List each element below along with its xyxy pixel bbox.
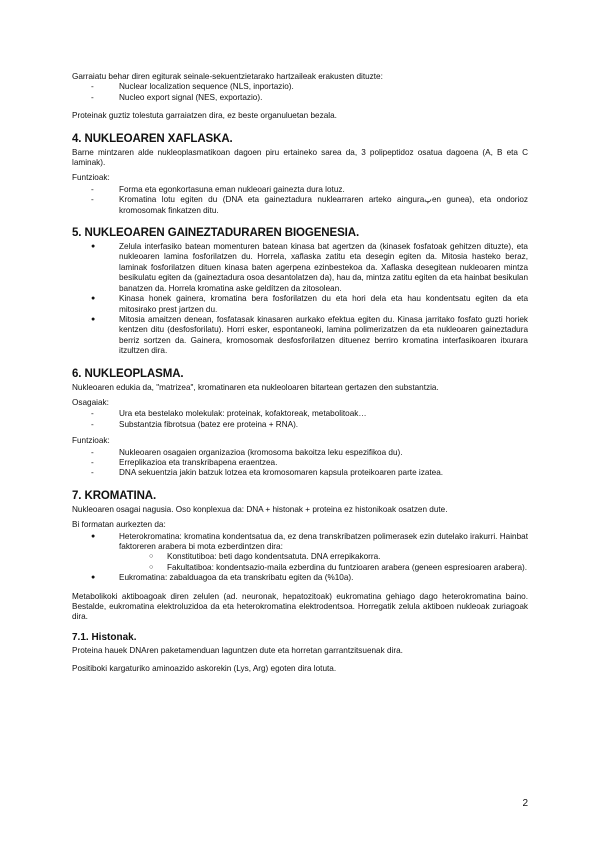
list-item: - Forma eta egonkortasuna eman nukleoari gainezta dura lotuz. bbox=[72, 185, 528, 195]
section-7-1-heading: 7.1. Histonak. bbox=[72, 631, 137, 643]
section-7-forms-label: Bi formatan aurkezten da: bbox=[72, 520, 166, 530]
list-item: ● Zelula interfasiko batean momenturen batean kinasa bat agertzen da (kinasek fosfatoak gehitzen dituzte), eta nukleoaren lamina fosforilatzen du. Horrela, xaflaska zatitu eta desegin egiten da. Mitosia hasteko beraz, laminak fosforilatzen dituen kinasa baten agerpena ezinbestekoa da. Xaflaska desegitean nukleoaren mintza besikulatu egiten da (gaineztadura osoa desantolatzen da), hau da, mintza zatitu egiten da eta hainbat besikulan banatzen da. Horrela kromatina aske geldítzen da zitosolean. bbox=[72, 242, 528, 294]
section-7-text-2: Metabolikoki aktiboagoak diren zelulen (ad. neuronak, hepatozitoak) eukromatina gehiago dago heterokromatina baino. Bestalde, eukromatina elektroluzidoa da eta heterokromatina elektrodentsoa. Horregatik zelula aktiboen nukleoak zuriagoak dira. bbox=[72, 591, 528, 622]
section-6-heading: 6. NUKLEOPLASMA. bbox=[72, 367, 184, 380]
section-4-functions-label: Funtzioak: bbox=[72, 173, 110, 183]
list-item: - Substantzia fibrotsua (batez ere proteina + RNA). bbox=[72, 420, 528, 430]
heterochromatin-types bbox=[119, 552, 528, 573]
section-6-text: Nukleoaren edukia da, "matrizea", kromatinaren eta nukleoloaren bitartean gertazen den substantzia. bbox=[72, 382, 439, 392]
section-7-text: Nukleoaren osagai nagusia. Oso konplexua da: DNA + histonak + proteina ez histonikoak osatzen dute. bbox=[72, 504, 448, 514]
list-item: - Nucleo export signal (NES, exportazio). bbox=[72, 93, 528, 103]
list-item: ● Mitosia amaitzen denean, fosfatasak kinasaren aurkako efektua egiten du. Kinasa jarritako fosfato guzti horiek kentzen ditu (desfosforilatu). Horri esker, espontaneoki, lamina polimerizatzen da eta nukleoaren gaineztadura berriz sortzen da. Gainera, kromosomak desfosforilatzen dituenez berriro kromatina interfasikoaren itxurara itzultzen dira. bbox=[72, 315, 528, 357]
list-item: - Nuclear localization sequence (NLS, inportazio). bbox=[72, 82, 528, 92]
section-4-heading: 4. NUKLEOAREN XAFLASKA. bbox=[72, 132, 233, 145]
intro-text: Garraiatu behar diren egiturak seinale-sekuentzietarako hartzaileak erakusten dituzte: bbox=[72, 72, 383, 81]
list-item: - DNA sekuentzia jakin batzuk lotzea eta kromosomaren kapsula proteikoaren parte izatea. bbox=[72, 468, 528, 478]
document-page bbox=[72, 72, 528, 683]
section-6-functions-label: Funtzioak: bbox=[72, 436, 110, 446]
section-7-1-text: Proteina hauek DNAren paketamenduan laguntzen dute eta horretan garrantzitsuenak dira. bbox=[72, 645, 403, 655]
section-7-forms bbox=[72, 532, 528, 584]
section-6-components-label: Osagaiak: bbox=[72, 397, 109, 407]
intro-note: Proteinak guztiz tolestuta garraiatzen dira, ez beste organuluetan bezala. bbox=[72, 111, 337, 121]
list-item: ○ Fakultatiboa: kondentsazio-maila ezberdina du funtzioaren arabera (geneen espresioaren arabera). bbox=[119, 563, 528, 573]
section-5-list bbox=[72, 242, 528, 356]
list-item: - Kromatina lotu egiten du (DNA eta gaineztadura nuklearraren arteko ainguraپen gunea), eta ondorioz kromosomak finkatzen ditu. bbox=[72, 195, 528, 216]
page-number: 2 bbox=[522, 798, 528, 809]
list-item: - Ura eta bestelako molekulak: proteinak, kofaktoreak, metabolitoak… bbox=[72, 409, 528, 419]
section-6-components bbox=[72, 409, 528, 430]
heterochromatin-text: Heterokromatina: kromatina kondentsatua da, ez dena transkribatzen polimerasek ezin dutelako irakurri. Hainbat faktoreren arabera bi mota ezberdintzen dira: bbox=[119, 531, 528, 551]
list-item bbox=[72, 532, 528, 574]
section-4-functions bbox=[72, 185, 528, 216]
signal-list bbox=[72, 82, 528, 103]
list-item: ○ Konstitutiboa: beti dago kondentsatuta. DNA errepikakorra. bbox=[119, 552, 528, 562]
section-4-text: Barne mintzaren alde nukleoplasmatikoan dagoen piru ertaineko sarea da, 3 polipeptidoz osatua dagoena (A, B eta C laminak). bbox=[72, 147, 528, 168]
section-7-heading: 7. KROMATINA. bbox=[72, 489, 157, 502]
section-6-functions bbox=[72, 448, 528, 479]
list-item: - Erreplikazioa eta transkribapena eraentzea. bbox=[72, 458, 528, 468]
list-item: ● Kinasa honek gainera, kromatina bera fosforilatzen du eta hori dela eta hau kondentsatu egiten da eta mitosirako prest jartzen du. bbox=[72, 294, 528, 315]
section-7-1-text-2: Positiboki kargaturiko aminoazido askorekin (Lys, Arg) egoten dira lotuta. bbox=[72, 664, 337, 674]
section-5-heading: 5. NUKLEOAREN GAINEZTADURAREN BIOGENESIA. bbox=[72, 227, 360, 240]
list-item: ● Eukromatina: zabalduagoa da eta transkribatu egiten da (%10a). bbox=[72, 573, 528, 583]
list-item: - Nukleoaren osagaien organizazioa (kromosoma bakoitza leku espezifikoa du). bbox=[72, 448, 528, 458]
